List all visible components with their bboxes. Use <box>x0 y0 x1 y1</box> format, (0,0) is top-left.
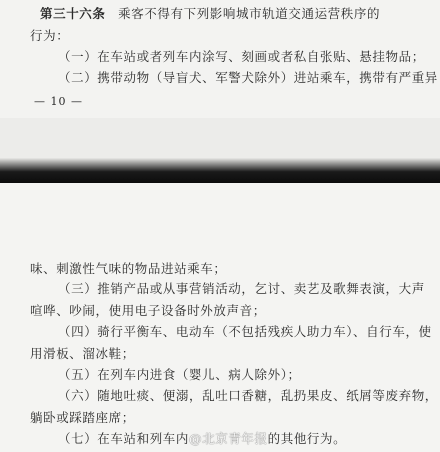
item-7-prefix: （七）在车站和列车内 <box>58 431 190 446</box>
item-7 <box>58 433 346 446</box>
item-6-continued: 躺卧或踩踏座席； <box>30 410 135 425</box>
page-number: — 10 — <box>34 95 83 108</box>
item-4-continued: 用滑板、溜冰鞋； <box>30 346 135 361</box>
page-gap-shadow <box>0 158 440 183</box>
document-page-bottom <box>0 183 440 452</box>
item-3: （三）推销产品或从事营销活动，乞讨、卖艺及歌舞表演，大声 <box>58 281 425 296</box>
watermark: @北京青年报 <box>189 431 268 446</box>
document-page-top <box>0 0 440 118</box>
item-4: （四）骑行平衡车、电动车（不包括残疾人助力车）、自行车，使 <box>58 324 432 339</box>
item-5: （五）在列车内进食（婴儿、病人除外）； <box>58 367 301 382</box>
item-1: （一）在车站或者列车内涂写、刻画或者私自张贴、悬挂物品； <box>58 49 425 64</box>
item-3-continued: 喧哗、吵闹，使用电子设备时外放声音； <box>30 303 266 318</box>
article-heading: 第三十六条 <box>40 6 106 21</box>
article-intro-continued: 行为： <box>30 28 70 43</box>
item-6: （六）随地吐痰、便溺，乱吐口香糖，乱扔果皮、纸屑等废弃物， <box>58 388 438 403</box>
item-7-suffix: 的其他行为。 <box>267 431 347 446</box>
article-intro: 乘客不得有下列影响城市轨道交通运营秩序的 <box>118 6 381 21</box>
item-2-continued: 味、刺激性气味的物品进站乘车； <box>30 261 227 276</box>
item-2: （二）携带动物（导盲犬、军警犬除外）进站乘车，携带有严重异 <box>58 70 438 85</box>
article-line <box>40 8 380 21</box>
